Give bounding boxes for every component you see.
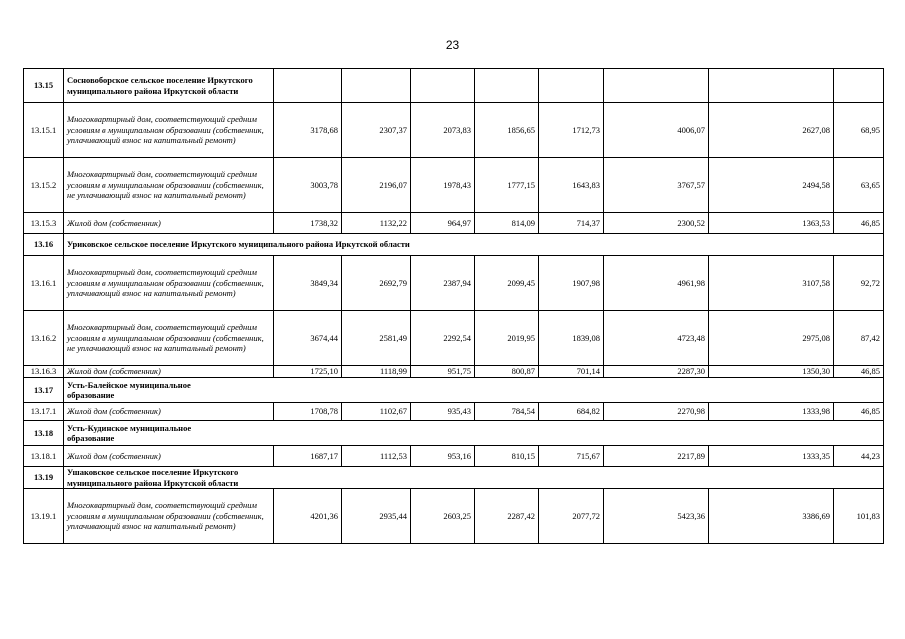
value-cell: 3386,69 xyxy=(709,489,834,544)
value-cell: 3178,68 xyxy=(274,103,342,158)
value-cell: 2287,42 xyxy=(475,489,539,544)
section-row xyxy=(24,421,884,446)
value-cell: 2073,83 xyxy=(411,103,475,158)
value-cell: 2270,98 xyxy=(604,403,709,421)
table-row xyxy=(24,158,884,213)
value-cell: 951,75 xyxy=(411,366,475,378)
section-code: 13.17 xyxy=(24,378,64,403)
value-cell: 3003,78 xyxy=(274,158,342,213)
value-cell: 701,14 xyxy=(539,366,604,378)
value-cell: 46,85 xyxy=(834,403,884,421)
row-name: Многоквартирный дом, соответствующий средним условиям в муниципальном образовании (собственник, уплачивающий взнос на капитальный ремонт) xyxy=(64,256,274,311)
value-cell: 1856,65 xyxy=(475,103,539,158)
value-cell: 1333,98 xyxy=(709,403,834,421)
tariff-table xyxy=(23,68,884,544)
section-title xyxy=(64,421,884,446)
value-cell: 1907,98 xyxy=(539,256,604,311)
value-cell: 3849,34 xyxy=(274,256,342,311)
value-cell: 3107,58 xyxy=(709,256,834,311)
section-code: 13.15 xyxy=(24,69,64,103)
value-cell: 44,23 xyxy=(834,446,884,467)
section-title: Сосновоборское сельское поселение Иркутского муниципального района Иркутской области xyxy=(64,69,274,103)
value-cell: 2387,94 xyxy=(411,256,475,311)
value-cell: 1333,35 xyxy=(709,446,834,467)
row-code: 13.18.1 xyxy=(24,446,64,467)
table-row xyxy=(24,103,884,158)
value-cell: 684,82 xyxy=(539,403,604,421)
section-title-text: Усть-Кудинское муниципальное образование xyxy=(67,422,192,443)
row-code: 13.15.2 xyxy=(24,158,64,213)
value-cell: 964,97 xyxy=(411,213,475,234)
value-cell: 1777,15 xyxy=(475,158,539,213)
section-code: 13.19 xyxy=(24,467,64,489)
section-title: Уриковское сельское поселение Иркутского муниципального района Иркутской области xyxy=(64,234,884,256)
row-code: 13.16.2 xyxy=(24,311,64,366)
value-cell: 1738,32 xyxy=(274,213,342,234)
value-cell: 101,83 xyxy=(834,489,884,544)
row-code: 13.15.3 xyxy=(24,213,64,234)
value-cell: 68,95 xyxy=(834,103,884,158)
value-cell: 4006,07 xyxy=(604,103,709,158)
section-row xyxy=(24,378,884,403)
value-cell: 4201,36 xyxy=(274,489,342,544)
row-code: 13.15.1 xyxy=(24,103,64,158)
table-row xyxy=(24,311,884,366)
row-code: 13.17.1 xyxy=(24,403,64,421)
value-cell: 2099,45 xyxy=(475,256,539,311)
row-name: Многоквартирный дом, соответствующий средним условиям в муниципальном образовании (собственник, не уплачивающий взнос на капитальный ремонт) xyxy=(64,158,274,213)
section-row xyxy=(24,467,884,489)
value-cell: 715,67 xyxy=(539,446,604,467)
table-row xyxy=(24,366,884,378)
row-name: Многоквартирный дом, соответствующий средним условиям в муниципальном образовании (собственник, уплачивающий взнос на капитальный ремонт) xyxy=(64,103,274,158)
section-title-text: Усть-Балейское муниципальное образование xyxy=(67,379,191,400)
row-name: Многоквартирный дом, соответствующий средним условиям в муниципальном образовании (собственник, не уплачивающий взнос на капитальный ремонт) xyxy=(64,311,274,366)
row-code: 13.16.1 xyxy=(24,256,64,311)
value-cell: 1118,99 xyxy=(342,366,411,378)
value-cell: 3767,57 xyxy=(604,158,709,213)
section-code: 13.16 xyxy=(24,234,64,256)
value-cell: 1112,53 xyxy=(342,446,411,467)
row-name: Жилой дом (собственник) xyxy=(64,403,274,421)
value-cell: 2975,08 xyxy=(709,311,834,366)
value-cell: 1350,30 xyxy=(709,366,834,378)
value-cell: 1687,17 xyxy=(274,446,342,467)
row-name: Жилой дом (собственник) xyxy=(64,366,274,378)
value-cell: 1102,67 xyxy=(342,403,411,421)
value-cell: 2307,37 xyxy=(342,103,411,158)
value-cell: 2196,07 xyxy=(342,158,411,213)
value-cell: 2287,30 xyxy=(604,366,709,378)
value-cell: 1643,83 xyxy=(539,158,604,213)
row-code: 13.16.3 xyxy=(24,366,64,378)
row-name: Жилой дом (собственник) xyxy=(64,446,274,467)
table-row xyxy=(24,403,884,421)
table-row xyxy=(24,213,884,234)
value-cell: 2292,54 xyxy=(411,311,475,366)
value-cell: 2217,89 xyxy=(604,446,709,467)
value-cell: 2627,08 xyxy=(709,103,834,158)
value-cell: 4723,48 xyxy=(604,311,709,366)
value-cell: 2019,95 xyxy=(475,311,539,366)
value-cell: 2935,44 xyxy=(342,489,411,544)
page-number: 23 xyxy=(445,38,460,52)
section-row xyxy=(24,69,884,103)
value-cell: 1708,78 xyxy=(274,403,342,421)
value-cell: 714,37 xyxy=(539,213,604,234)
value-cell: 2300,52 xyxy=(604,213,709,234)
value-cell: 1363,53 xyxy=(709,213,834,234)
section-title-text: Ушаковское сельское поселение Иркутского муниципального района Иркутской области xyxy=(67,467,239,488)
value-cell: 2494,58 xyxy=(709,158,834,213)
section-row xyxy=(24,234,884,256)
value-cell: 2077,72 xyxy=(539,489,604,544)
value-cell: 784,54 xyxy=(475,403,539,421)
value-cell: 1839,08 xyxy=(539,311,604,366)
section-code: 13.18 xyxy=(24,421,64,446)
value-cell: 46,85 xyxy=(834,366,884,378)
table-row xyxy=(24,256,884,311)
table-row xyxy=(24,489,884,544)
value-cell: 1978,43 xyxy=(411,158,475,213)
row-code: 13.19.1 xyxy=(24,489,64,544)
value-cell: 1725,10 xyxy=(274,366,342,378)
section-title xyxy=(64,378,884,403)
value-cell: 2603,25 xyxy=(411,489,475,544)
section-title xyxy=(64,467,884,489)
value-cell: 63,65 xyxy=(834,158,884,213)
row-name: Многоквартирный дом, соответствующий средним условиям в муниципальном образовании (собственник, уплачивающий взнос на капитальный ремонт) xyxy=(64,489,274,544)
value-cell: 953,16 xyxy=(411,446,475,467)
value-cell: 1132,22 xyxy=(342,213,411,234)
value-cell: 3674,44 xyxy=(274,311,342,366)
row-name: Жилой дом (собственник) xyxy=(64,213,274,234)
value-cell: 2581,49 xyxy=(342,311,411,366)
value-cell: 814,09 xyxy=(475,213,539,234)
value-cell: 2692,79 xyxy=(342,256,411,311)
value-cell: 46,85 xyxy=(834,213,884,234)
value-cell: 92,72 xyxy=(834,256,884,311)
table-row xyxy=(24,446,884,467)
value-cell: 810,15 xyxy=(475,446,539,467)
value-cell: 4961,98 xyxy=(604,256,709,311)
value-cell: 1712,73 xyxy=(539,103,604,158)
value-cell: 800,87 xyxy=(475,366,539,378)
value-cell: 935,43 xyxy=(411,403,475,421)
value-cell: 5423,36 xyxy=(604,489,709,544)
value-cell: 87,42 xyxy=(834,311,884,366)
